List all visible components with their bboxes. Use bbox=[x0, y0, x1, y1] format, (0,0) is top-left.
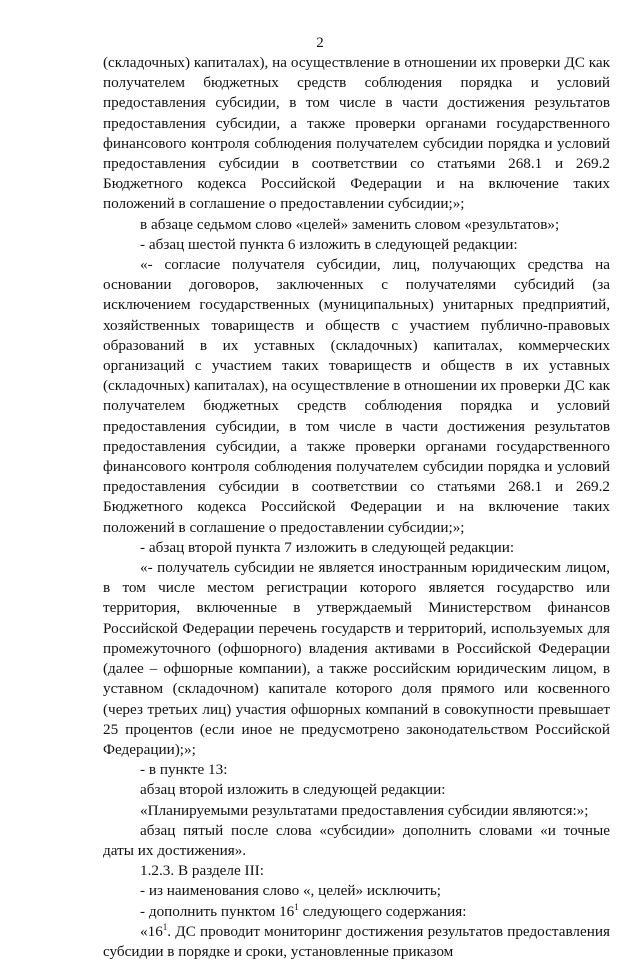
paragraph-8: абзац второй изложить в следующей редакции: bbox=[140, 781, 446, 799]
paragraph-9: «Планируемыми результатами предоставления субсидии являются:»; bbox=[140, 801, 589, 819]
paragraph-5: - абзац второй пункта 7 изложить в следующей редакции: bbox=[140, 538, 515, 556]
paragraph-14-text-after: . ДС проводит мониторинг достижения результатов предоставления субсидии в порядке и сроки, установленные приказом bbox=[103, 922, 610, 960]
paragraph-3: - абзац шестой пункта 6 изложить в следующей редакции: bbox=[140, 235, 518, 253]
paragraph-14-superscript: 1 bbox=[162, 921, 168, 932]
paragraph-13-text-before: - дополнить пунктом 16 bbox=[140, 902, 295, 920]
paragraph-13-text-after: следующего содержания: bbox=[298, 902, 467, 920]
paragraph-12: - из наименования слово «, целей» исключить; bbox=[140, 882, 442, 900]
paragraph-10: абзац пятый после слова «субсидии» дополнить словами «и точные даты их достижения». bbox=[103, 821, 610, 859]
paragraph-7: - в пункте 13: bbox=[140, 761, 228, 779]
page-number: 2 bbox=[316, 35, 324, 51]
paragraph-13-superscript: 1 bbox=[294, 901, 299, 912]
paragraph-4: «- согласие получателя субсидии, лиц, получающих средства на основании договоров, заключенных с получателями субсидий (за исключением государственных (муниципальных) унитарных предприятий, хозяйственных товариществ и обществ с участием публично-правовых образований в их уставных (складочных) капиталах, коммерческих организаций с участием таких товариществ и обществ в их уставных (складочных) капиталах), на осуществление в отношении их проверки ДС как получателем бюджетных средств соблюдения порядка и условий предоставления субсидии, в том числе в части достижения результатов предоставления субсидии, а также проверки органами государственного финансового контроля соблюдения получателем субсидии порядка и условий предоставления субсидии в соответствии со статьями 268.1 и 269.2 Бюджетного кодекса Российской Федерации и на включение таких положений в соглашение о предоставлении субсидии;»; bbox=[103, 256, 610, 536]
document-body bbox=[103, 53, 610, 962]
paragraph-1: (складочных) капиталах), на осуществление в отношении их проверки ДС как получателем бюджетных средств соблюдения порядка и условий предоставления субсидии, в том числе в части достижения результатов предоставления субсидии, а также проверки органами государственного финансового контроля соблюдения получателем субсидии порядка и условий предоставления субсидии в соответствии со статьями 268.1 и 269.2 Бюджетного кодекса Российской Федерации и на включение таких положений в соглашение о предоставлении субсидии;»; bbox=[103, 54, 610, 213]
paragraph-6: «- получатель субсидии не является иностранным юридическим лицом, в том числе местом регистрации которого является государство или территория, включенные в утверждаемый Министерством финансов Российской Федерации перечень государств и территорий, используемых для промежуточного (офшорного) владения активами в Российской Федерации (далее – офшорные компании), а также российским юридическим лицом, в уставном (складочном) капитале которого доля прямого или косвенного (через третьих лиц) участия офшорных компаний в совокупности превышает 25 процентов (если иное не предусмотрено законодательством Российской Федерации);»; bbox=[103, 559, 610, 758]
paragraph-11: 1.2.3. В разделе III: bbox=[140, 862, 264, 880]
paragraph-2: в абзаце седьмом слово «целей» заменить словом «результатов»; bbox=[140, 215, 560, 233]
paragraph-14-text-before: «16 bbox=[140, 922, 163, 940]
paragraph-14 bbox=[103, 922, 610, 962]
